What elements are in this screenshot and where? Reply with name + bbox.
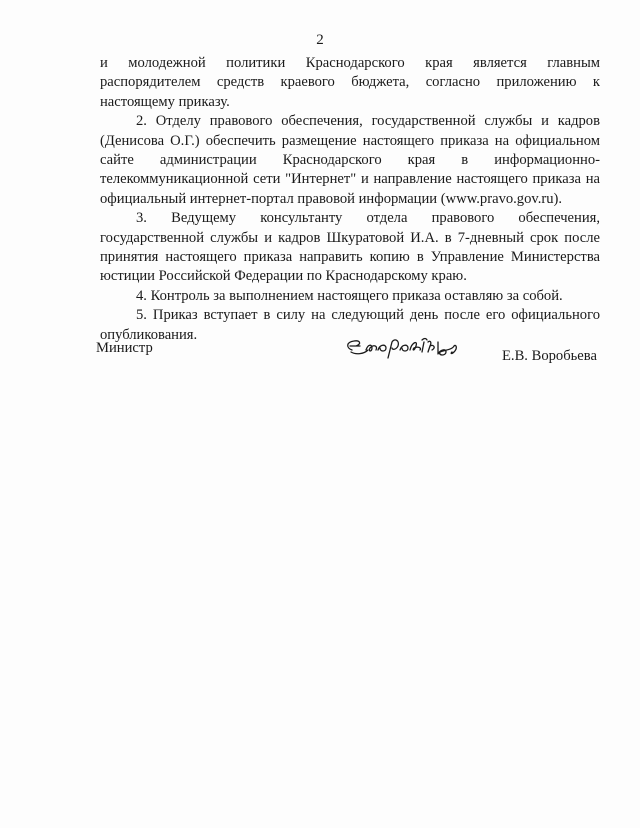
position-title: Министр — [96, 340, 153, 356]
paragraph-2: 2. Отделу правового обеспечения, государственной службы и кадров (Денисова О.Г.) обеспечить размещение настоящего приказа на официальном сайте администрации Краснодарского края в информационно-телекоммуникационной сети "Интернет" и направление настоящего приказа на официальный интернет-портал правовой информации (www.pravo.gov.ru). — [100, 113, 600, 207]
signer-name: Е.В. Воробьева — [502, 348, 597, 364]
paragraph-4: 4. Контроль за выполнением настоящего приказа оставляю за собой. — [136, 287, 563, 304]
paragraph-5: 5. Приказ вступает в силу на следующий день после его официального опубликования. — [100, 307, 600, 343]
signature-block — [96, 328, 608, 378]
document-body — [100, 54, 600, 345]
paragraph-3: 3. Ведущему консультанту отдела правового обеспечения, государственной службы и кадров Шкуратовой И.А. в 7-дневный срок после принятия настоящего приказа направить копию в Управление Министерства юстиции Российской Федерации по Краснодарскому краю. — [100, 210, 600, 285]
page-number: 2 — [316, 32, 324, 48]
paragraph-1-continuation: и молодежной политики Краснодарского края является главным распорядителем средств краевого бюджета, согласно приложению к настоящему приказу. — [100, 55, 600, 110]
handwritten-signature — [342, 328, 472, 368]
